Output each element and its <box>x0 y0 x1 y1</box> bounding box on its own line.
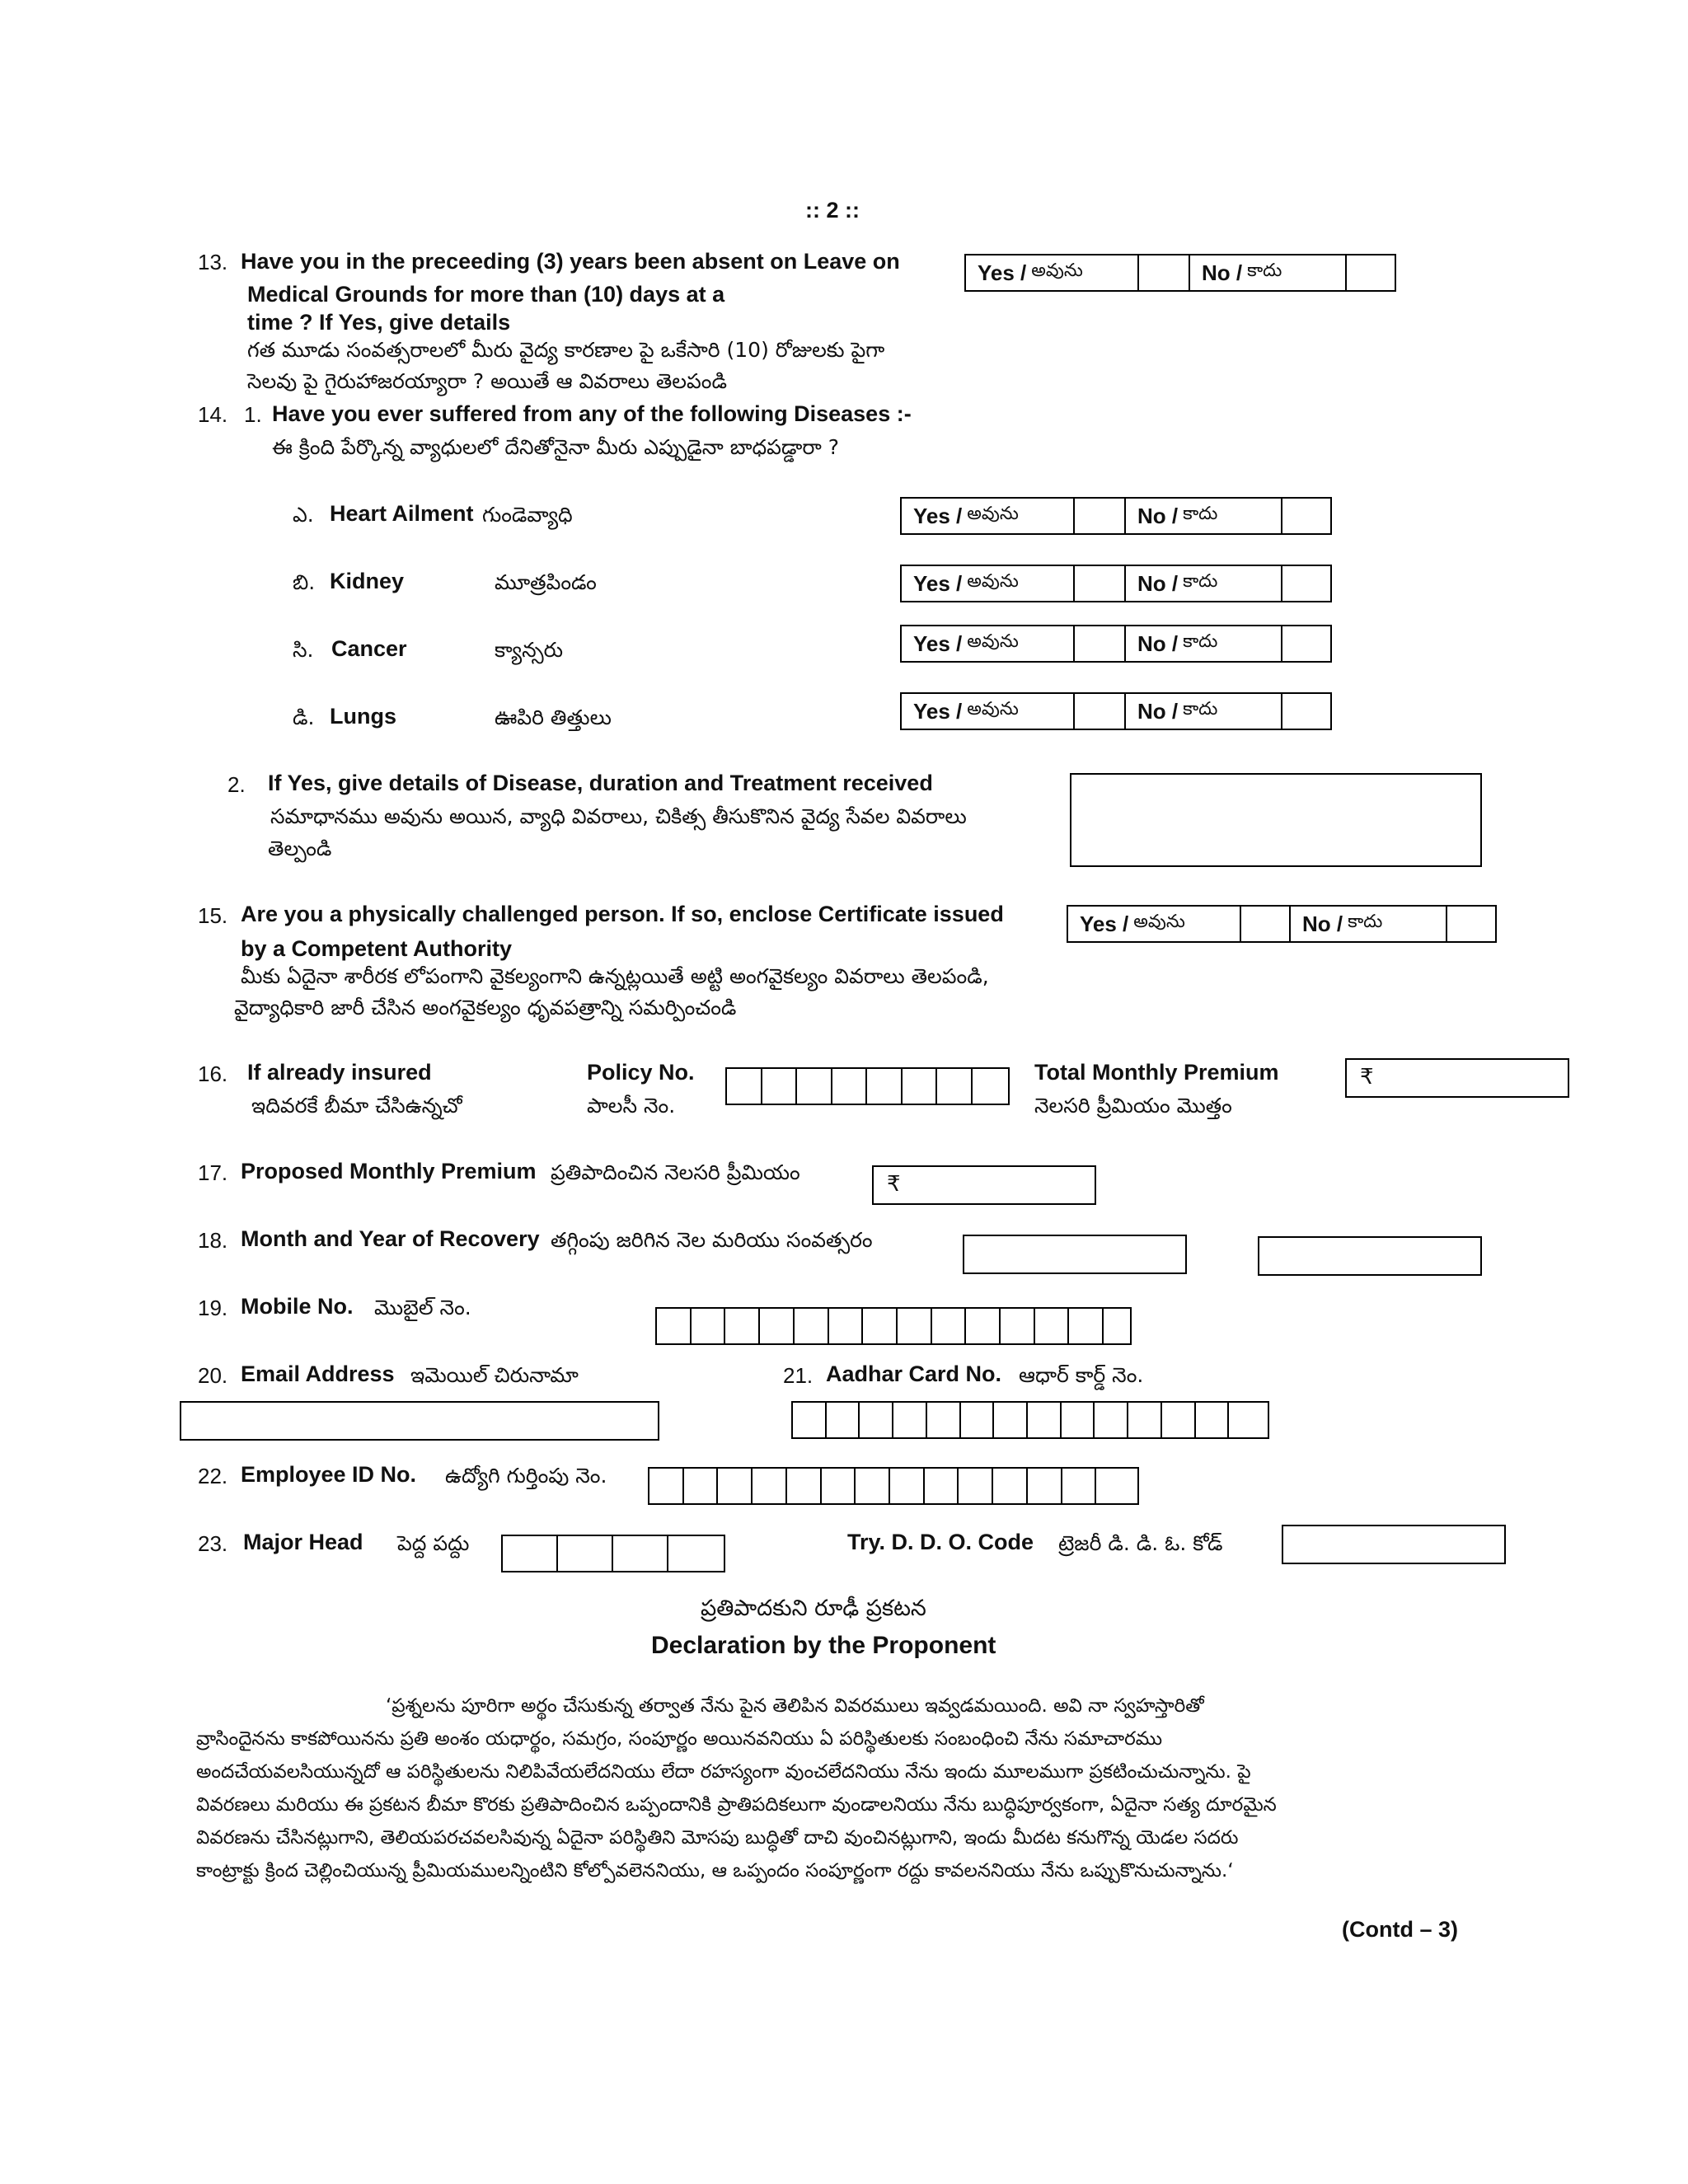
digit-cell[interactable] <box>795 1309 829 1343</box>
q20-label: Email Address <box>241 1361 395 1386</box>
q18-label: Month and Year of Recovery <box>241 1226 540 1251</box>
digit-cell[interactable] <box>753 1469 787 1503</box>
disease-lungs-te: ఊపిరి తిత్తులు <box>495 705 612 729</box>
disease-cancer: Cancer <box>331 636 407 661</box>
digit-cell[interactable] <box>797 1069 832 1104</box>
digit-cell[interactable] <box>657 1309 692 1343</box>
digit-cell[interactable] <box>692 1309 726 1343</box>
lungs-no-checkbox[interactable] <box>1282 694 1330 729</box>
digit-cell[interactable] <box>959 1469 993 1503</box>
digit-cell[interactable] <box>961 1403 995 1437</box>
digit-cell[interactable] <box>890 1469 925 1503</box>
heart-yes-checkbox[interactable] <box>1075 499 1126 533</box>
digit-cell[interactable] <box>827 1403 860 1437</box>
digit-cell[interactable] <box>993 1469 1028 1503</box>
disease-heart-ailment-te: గుండెవ్యాధి <box>482 503 573 527</box>
digit-cell[interactable] <box>793 1403 827 1437</box>
yes-label: Yes / అవును <box>902 566 1075 601</box>
q17-label-te: ప్రతిపాదించిన నెలసరి ప్రీమియం <box>551 1160 800 1184</box>
policy-number-cells[interactable] <box>725 1067 1010 1105</box>
declaration-line: కాంట్రాక్టు క్రింద చెల్లించియున్న ప్రీమియములన్నింటిని కోల్పోవలెననియు, ఆ ఒప్పందం సంపూర్ణంగా రద్దు కావలననియు నేను ఒప్పుకొనుచున్నాను.‘ <box>196 1860 1234 1882</box>
digit-cell[interactable] <box>668 1536 724 1571</box>
q13-line1: Have you in the preceeding (3) years been absent on Leave on <box>241 249 900 274</box>
email-field[interactable] <box>180 1401 659 1441</box>
q13-no-checkbox[interactable] <box>1347 255 1395 290</box>
q14-sub2-number: 2. <box>227 772 246 797</box>
no-label: No / కాదు <box>1126 626 1282 661</box>
digit-cell[interactable] <box>937 1069 973 1104</box>
digit-cell[interactable] <box>927 1403 961 1437</box>
digit-cell[interactable] <box>903 1069 938 1104</box>
digit-cell[interactable] <box>832 1069 868 1104</box>
mobile-number-cells[interactable] <box>655 1307 1132 1345</box>
digit-cell[interactable] <box>727 1069 762 1104</box>
heart-no-checkbox[interactable] <box>1282 499 1330 533</box>
q17-label: Proposed Monthly Premium <box>241 1159 537 1183</box>
q15-yes-no <box>1067 905 1497 943</box>
disease-kidney: Kidney <box>330 569 405 593</box>
proposed-premium-field[interactable] <box>872 1165 1096 1205</box>
digit-cell[interactable] <box>994 1403 1028 1437</box>
policy-no-label-te: పాలసీ నెం. <box>587 1094 676 1118</box>
q20-number: 20. <box>198 1363 228 1388</box>
disease-kidney-te: మూత్రపిండం <box>495 570 597 594</box>
q21-label-te: ఆధార్ కార్డ్ నెం. <box>1019 1363 1144 1387</box>
rupee-icon: ₹ <box>1360 1065 1374 1090</box>
q16-label-te: ఇదివరకే బీమా చేసిఉన్నచో <box>251 1094 462 1118</box>
q18-number: 18. <box>198 1228 228 1253</box>
cancer-yes-checkbox[interactable] <box>1075 626 1126 661</box>
q13-telugu-line2: సెలవు పై గైరుహాజరయ్యారా ? అయితే ఆ వివరాలు తెలపండి <box>247 369 727 393</box>
digit-cell[interactable] <box>684 1469 719 1503</box>
q13-telugu-line1: గత మూడు సంవత్సరాలలో మీరు వైద్య కారణాల పై ఒకేసారి (10) రోజులకు పైగా <box>247 338 885 362</box>
declaration-title-te: ప్రతిపాదకుని రూఢీ ప్రకటన <box>701 1596 926 1621</box>
digit-cell[interactable] <box>966 1309 1001 1343</box>
heart-yes-no <box>900 497 1332 535</box>
disease-mark-b: బి. <box>293 570 316 594</box>
digit-cell[interactable] <box>1128 1403 1162 1437</box>
q22-number: 22. <box>198 1464 228 1488</box>
no-label: No / కాదు <box>1126 499 1282 533</box>
digit-cell[interactable] <box>893 1403 927 1437</box>
digit-cell[interactable] <box>613 1536 668 1571</box>
disease-mark-c: సి. <box>293 638 314 662</box>
yes-label: Yes / అవును <box>902 694 1075 729</box>
employee-id-cells[interactable] <box>648 1467 1139 1505</box>
q18-label-te: తగ్గింపు జరిగిన నెల మరియు సంవత్సరం <box>551 1228 873 1252</box>
q17-number: 17. <box>198 1160 228 1185</box>
q16-label: If already insured <box>247 1060 432 1085</box>
yes-label: Yes / అవును <box>902 626 1075 661</box>
continued-note: (Contd – 3) <box>1342 1917 1458 1942</box>
q14-telugu-line1: ఈ క్రింది పేర్కొన్న వ్యాధులలో దేనితోనైనా మీరు ఎప్పుడైనా బాధపడ్డారా ? <box>272 435 840 459</box>
disease-details-box[interactable] <box>1070 773 1482 867</box>
no-label: No / కాదు <box>1291 907 1447 941</box>
no-label: No / కాదు <box>1126 694 1282 729</box>
digit-cell[interactable] <box>1196 1403 1230 1437</box>
q15-no-checkbox[interactable] <box>1447 907 1495 941</box>
digit-cell[interactable] <box>760 1309 795 1343</box>
q19-label: Mobile No. <box>241 1294 354 1319</box>
digit-cell[interactable] <box>898 1309 932 1343</box>
digit-cell[interactable] <box>1028 1469 1062 1503</box>
declaration-line: వివరణను చేసినట్లుగాని, తెలియపరచవలసివున్న ఏదైనా పరిస్థితిని మోసపు బుద్ధితో దాచి వుంచినట్లుగాని, ఇందు మీదట కనుగొన్న యెడల సదరు <box>196 1827 1239 1849</box>
q14-line1: Have you ever suffered from any of the following Diseases :- <box>272 401 912 426</box>
declaration-line: వ్రాసిందైనను కాకపోయినను ప్రతి అంశం యధార్థం, సమగ్రం, సంపూర్ణం అయినవనియు ఏ పరిస్థితులకు సంబంధించి నేను సమాచారము <box>196 1728 1163 1750</box>
q13-line2: Medical Grounds for more than (10) days at a <box>247 282 725 307</box>
disease-cancer-te: క్యాన్సరు <box>495 638 564 662</box>
digit-cell[interactable] <box>1035 1309 1070 1343</box>
q15-telugu-line1: మీకు ఏదైనా శారీరక లోపంగాని వైకల్యంగాని ఉన్నట్లయితే అట్టి అంగవైకల్యం వివరాలు తెలపండి, <box>241 964 989 988</box>
disease-mark-d: డి. <box>293 705 315 729</box>
q13-yes-no <box>964 254 1396 292</box>
declaration-line: వివరణలు మరియు ఈ ప్రకటన బీమా కొరకు ప్రతిపాదించిన ఒప్పందానికి ప్రాతిపదికలుగా వుండాలనియు నేను బుద్ధిపూర్వకంగా, ఏదైనా సత్య దూరమైన <box>196 1794 1277 1816</box>
digit-cell[interactable] <box>860 1403 893 1437</box>
q21-number: 21. <box>783 1363 814 1388</box>
disease-mark-a: ఎ. <box>293 503 314 527</box>
kidney-yes-no <box>900 565 1332 602</box>
q23-label-te: పెద్ద పద్దు <box>397 1531 470 1555</box>
q13-line3: time ? If Yes, give details <box>247 310 511 335</box>
digit-cell[interactable] <box>829 1309 864 1343</box>
digit-cell[interactable] <box>1062 1469 1097 1503</box>
digit-cell[interactable] <box>503 1536 558 1571</box>
digit-cell[interactable] <box>822 1469 856 1503</box>
q14-sub2-telugu-line2: తెల్పండి <box>268 837 332 860</box>
q15-line1: Are you a physically challenged person. If so, enclose Certificate issued <box>241 902 1004 926</box>
q14-number: 14. <box>198 402 228 427</box>
lungs-yes-no <box>900 692 1332 730</box>
q16-number: 16. <box>198 1062 228 1086</box>
policy-no-label: Policy No. <box>587 1060 695 1085</box>
q22-label: Employee ID No. <box>241 1462 417 1487</box>
digit-cell[interactable] <box>1028 1403 1062 1437</box>
ddo-code-label: Try. D. D. O. Code <box>847 1530 1034 1554</box>
digit-cell[interactable] <box>863 1309 898 1343</box>
ddo-code-label-te: ట్రెజరీ డి. డి. ఓ. కోడ్ <box>1058 1531 1223 1555</box>
page-number: :: 2 :: <box>805 198 860 223</box>
digit-cell[interactable] <box>558 1536 613 1571</box>
no-label: No / కాదు <box>1126 566 1282 601</box>
q19-label-te: మొబైల్ నెం. <box>374 1296 471 1319</box>
recovery-year-field[interactable] <box>1258 1236 1482 1276</box>
no-label: No / కాదు <box>1190 255 1347 290</box>
recovery-month-field[interactable] <box>963 1235 1187 1274</box>
digit-cell[interactable] <box>725 1309 760 1343</box>
digit-cell[interactable] <box>1162 1403 1196 1437</box>
digit-cell[interactable] <box>867 1069 903 1104</box>
declaration-title: Declaration by the Proponent <box>651 1632 996 1659</box>
total-premium-label: Total Monthly Premium <box>1034 1060 1279 1085</box>
disease-lungs: Lungs <box>330 704 396 729</box>
declaration-line: అందచేయవలసియున్నదో ఆ పరిస్థితులను నిలిపివేయలేదనియు లేదా రహస్యంగా వుంచలేదనియు నేను ఇందు మూలముగా ప్రకటించుచున్నాను. పై <box>196 1761 1251 1783</box>
declaration-line: ‘ప్రశ్నలను పూరిగా అర్థం చేసుకున్న తర్వాత నేను పైన తెలిపిన వివరములు ఇవ్వడమయింది. అవి నా స్వహస్తారితో <box>386 1695 1204 1717</box>
digit-cell[interactable] <box>1229 1403 1268 1437</box>
kidney-yes-checkbox[interactable] <box>1075 566 1126 601</box>
lungs-yes-checkbox[interactable] <box>1075 694 1126 729</box>
q14-sub2-telugu-line1: సమాధానము అవును అయిన, వ్యాధి వివరాలు, చికిత్స తీసుకొనిన వైద్య సేవల వివరాలు <box>270 804 967 828</box>
cancer-no-checkbox[interactable] <box>1282 626 1330 661</box>
digit-cell[interactable] <box>649 1469 684 1503</box>
major-head-cells[interactable] <box>501 1535 725 1572</box>
digit-cell[interactable] <box>932 1309 967 1343</box>
q23-label: Major Head <box>243 1530 363 1554</box>
digit-cell[interactable] <box>1096 1469 1137 1503</box>
q13-yes-checkbox[interactable] <box>1139 255 1190 290</box>
q19-number: 19. <box>198 1296 228 1320</box>
digit-cell[interactable] <box>1001 1309 1035 1343</box>
cancer-yes-no <box>900 625 1332 663</box>
ddo-code-field[interactable] <box>1282 1525 1506 1564</box>
q15-line2: by a Competent Authority <box>241 936 513 961</box>
q23-number: 23. <box>198 1531 228 1556</box>
yes-label: Yes / అవును <box>1068 907 1241 941</box>
q14-sub1-number: 1. <box>244 402 262 427</box>
q22-label-te: ఉద్యోగి గుర్తింపు నెం. <box>445 1464 607 1488</box>
digit-cell[interactable] <box>856 1469 890 1503</box>
q21-label: Aadhar Card No. <box>826 1361 1002 1386</box>
digit-cell[interactable] <box>1062 1403 1095 1437</box>
digit-cell[interactable] <box>762 1069 798 1104</box>
digit-cell[interactable] <box>1095 1403 1128 1437</box>
digit-cell[interactable] <box>718 1469 753 1503</box>
q14-sub2-line1: If Yes, give details of Disease, duration and Treatment received <box>268 771 933 795</box>
q20-label-te: ఇమెయిల్ చిరునామా <box>410 1363 579 1387</box>
total-premium-field[interactable] <box>1345 1058 1569 1098</box>
q15-telugu-line2: వైద్యాధికారి జారీ చేసిన అంగవైకల్యం ధృవపత్రాన్ని సమర్పించండి <box>234 996 737 1019</box>
digit-cell[interactable] <box>1069 1309 1104 1343</box>
digit-cell[interactable] <box>787 1469 822 1503</box>
disease-heart-ailment: Heart Ailment <box>330 501 474 526</box>
yes-label: Yes / అవును <box>966 255 1139 290</box>
rupee-icon: ₹ <box>887 1172 901 1197</box>
aadhar-number-cells[interactable] <box>791 1401 1269 1439</box>
yes-label: Yes / అవును <box>902 499 1075 533</box>
digit-cell[interactable] <box>973 1069 1008 1104</box>
q13-number: 13. <box>198 250 228 274</box>
q15-number: 15. <box>198 903 228 928</box>
total-premium-label-te: నెలసరి ప్రీమియం మొత్తం <box>1034 1094 1232 1118</box>
digit-cell[interactable] <box>1104 1309 1130 1343</box>
q15-yes-checkbox[interactable] <box>1241 907 1291 941</box>
declaration-text <box>196 1690 1467 1887</box>
digit-cell[interactable] <box>925 1469 959 1503</box>
kidney-no-checkbox[interactable] <box>1282 566 1330 601</box>
